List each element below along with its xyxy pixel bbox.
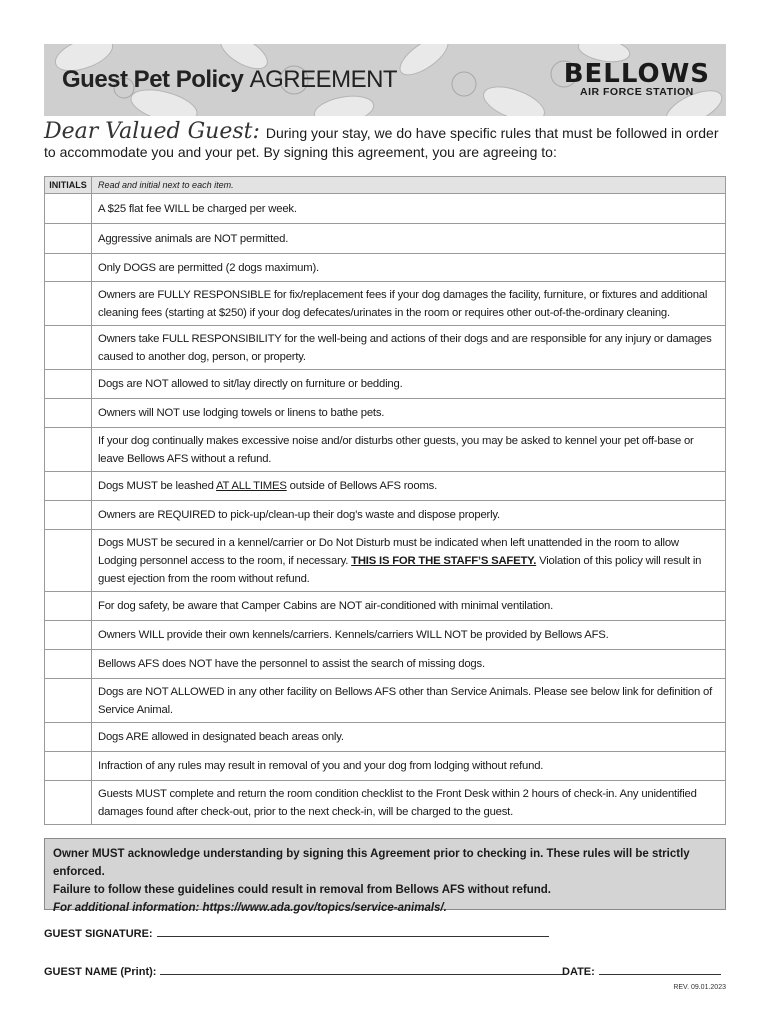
- acknowledgement-notice: [44, 838, 726, 914]
- table-row: [45, 282, 726, 326]
- initials-field[interactable]: [45, 282, 92, 326]
- notice-line-2: Failure to follow these guidelines could result in removal from Bellows AFS without refund.: [53, 884, 551, 896]
- table-row: [45, 399, 726, 428]
- logo-main-text: BELLOWS: [563, 59, 710, 89]
- title-bold: Guest Pet Policy: [62, 66, 244, 93]
- greeting: Dear Valued Guest:: [44, 119, 260, 144]
- rule-text: Infraction of any rules may result in removal of you and your dog from lodging without refund.: [92, 752, 726, 781]
- initials-field[interactable]: [45, 399, 92, 428]
- rule-text: [92, 472, 726, 501]
- rule-text: For dog safety, be aware that Camper Cabins are NOT air-conditioned with minimal ventilation.: [92, 592, 726, 621]
- revision-label: REV. 09.01.2023: [673, 984, 726, 991]
- table-row: [45, 621, 726, 650]
- table-row: [45, 781, 726, 825]
- table-row: [45, 501, 726, 530]
- rule-text: Owners are REQUIRED to pick-up/clean-up their dog’s waste and dispose properly.: [92, 501, 726, 530]
- rule-text: Owners take FULL RESPONSIBILITY for the well-being and actions of their dogs and are responsible for any injury or damages caused to another dog, person, or property.: [92, 326, 726, 370]
- rule-text: Bellows AFS does NOT have the personnel to assist the search of missing dogs.: [92, 650, 726, 679]
- rule-text-part: Violation of this policy will result in guest ejection from the room without refund.: [98, 554, 702, 585]
- title-light: AGREEMENT: [249, 66, 398, 93]
- table-row: [45, 254, 726, 282]
- initials-field[interactable]: [45, 194, 92, 224]
- initials-field[interactable]: [45, 530, 92, 592]
- table-row: [45, 370, 726, 399]
- table-row: [45, 592, 726, 621]
- table-row: [45, 650, 726, 679]
- initials-field[interactable]: [45, 679, 92, 723]
- rule-text: Guests MUST complete and return the room condition checklist to the Front Desk within 2 hours of check-in. Any unidentified damages found after check-out, prior to the next check-in, will be charged to the guest.: [92, 781, 726, 825]
- table-row: [45, 472, 726, 501]
- page-title: [62, 66, 397, 94]
- initials-field[interactable]: [45, 781, 92, 825]
- rule-text-part: outside of Bellows AFS rooms.: [286, 480, 438, 492]
- date-row: [562, 964, 721, 978]
- guest-name-row: [44, 964, 564, 978]
- rule-text: Owners will NOT use lodging towels or linens to bathe pets.: [92, 399, 726, 428]
- initials-field[interactable]: [45, 501, 92, 530]
- initials-field[interactable]: [45, 472, 92, 501]
- initials-field[interactable]: [45, 428, 92, 472]
- initials-field[interactable]: [45, 723, 92, 752]
- table-row: [45, 723, 726, 752]
- bellows-logo: [563, 59, 710, 98]
- initials-field[interactable]: [45, 370, 92, 399]
- table-row: [45, 326, 726, 370]
- table-row: [45, 752, 726, 781]
- rule-text: Dogs are NOT ALLOWED in any other facility on Bellows AFS other than Service Animals. Please see below link for definition of Service Animal.: [92, 679, 726, 723]
- date-field[interactable]: [599, 964, 721, 975]
- rule-text: Owners are FULLY RESPONSIBLE for fix/replacement fees if your dog damages the facility, furniture, or fixtures and additional cleaning fees (starting at $250) if your dog defecates/urinates in the room or requires other out-of-the-ordinary cleaning.: [92, 282, 726, 326]
- guest-signature-field[interactable]: [157, 926, 549, 937]
- rule-text: Aggressive animals are NOT permitted.: [92, 224, 726, 254]
- rule-text: Owners WILL provide their own kennels/carriers. Kennels/carriers WILL NOT be provided by Bellows AFS.: [92, 621, 726, 650]
- intro-text: During your stay, we do have specific rules that must be followed in order to accommodate you and your pet. By signing this agreement, you are agreeing to:: [44, 125, 719, 160]
- guest-signature-row: [44, 926, 549, 940]
- notice-line-1: Owner MUST acknowledge understanding by signing this Agreement prior to checking in. These rules will be strictly enforced.: [53, 848, 690, 878]
- rule-text: [92, 530, 726, 592]
- emphasis-phrase: THIS IS FOR THE STAFF’S SAFETY.: [351, 554, 537, 567]
- initials-field[interactable]: [45, 752, 92, 781]
- table-row: [45, 428, 726, 472]
- rules-table: [44, 176, 726, 825]
- initials-header: INITIALS: [45, 177, 92, 194]
- rule-text-part: Dogs MUST be secured in a kennel/carrier or Do Not Disturb must be indicated when left unattended in the room to allow Lodging personnel access to the room, if necessary.: [98, 536, 679, 567]
- intro-paragraph: [44, 119, 734, 162]
- rule-text-part: Dogs MUST be leashed: [98, 480, 217, 492]
- rule-text: A $25 flat fee WILL be charged per week.: [92, 194, 726, 224]
- table-row: [45, 530, 726, 592]
- guest-name-field[interactable]: [160, 964, 564, 975]
- date-label: DATE:: [562, 966, 595, 978]
- rule-text: Dogs are NOT allowed to sit/lay directly on furniture or bedding.: [92, 370, 726, 399]
- table-row: [45, 679, 726, 723]
- table-row: [45, 194, 726, 224]
- rule-text: Only DOGS are permitted (2 dogs maximum).: [92, 254, 726, 282]
- guest-name-label: GUEST NAME (Print):: [44, 966, 157, 978]
- initials-field[interactable]: [45, 326, 92, 370]
- table-header-row: [45, 177, 726, 194]
- initials-field[interactable]: [45, 650, 92, 679]
- initials-field[interactable]: [45, 224, 92, 254]
- header-banner: [44, 44, 726, 116]
- guest-signature-label: GUEST SIGNATURE:: [44, 928, 153, 940]
- logo-sub-text: AIR FORCE STATION: [580, 86, 694, 98]
- rule-text: Dogs ARE allowed in designated beach areas only.: [92, 723, 726, 752]
- initials-field[interactable]: [45, 621, 92, 650]
- underlined-phrase: AT ALL TIMES: [216, 480, 287, 492]
- instruction-header: Read and initial next to each item.: [92, 177, 726, 194]
- rule-text: If your dog continually makes excessive noise and/or disturbs other guests, you may be asked to kennel your pet off-base or leave Bellows AFS without a refund.: [92, 428, 726, 472]
- table-row: [45, 224, 726, 254]
- initials-field[interactable]: [45, 592, 92, 621]
- initials-field[interactable]: [45, 254, 92, 282]
- notice-line-3: For additional information: https://www.ada.gov/topics/service-animals/.: [53, 902, 447, 914]
